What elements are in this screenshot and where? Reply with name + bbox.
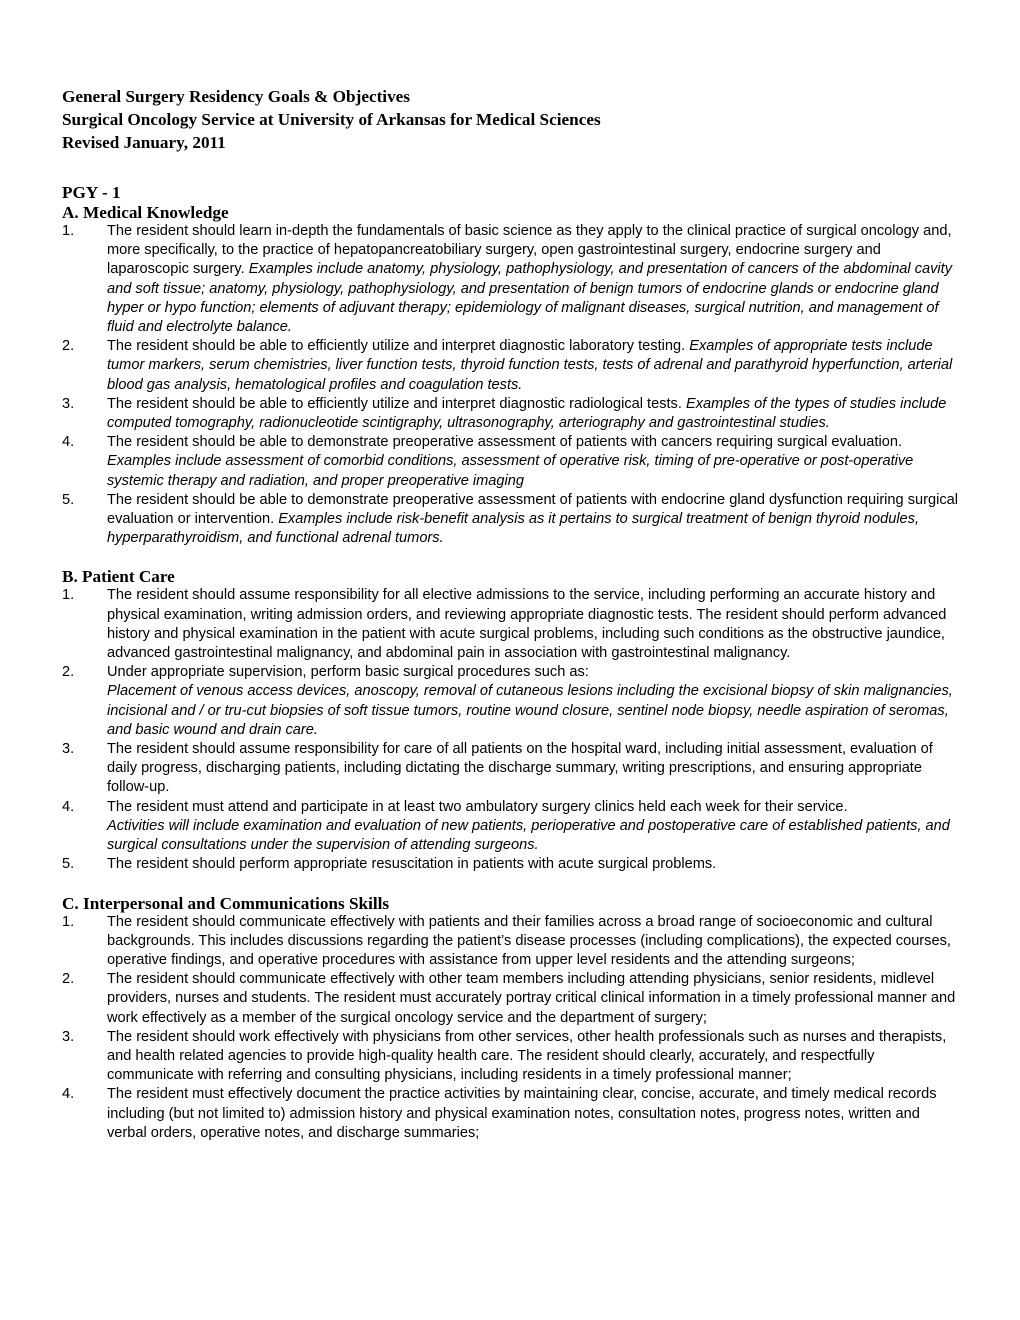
item-number: 4. <box>62 434 75 451</box>
list-item <box>62 1085 962 1143</box>
list-item <box>62 663 962 740</box>
item-text: The resident should perform appropriate resuscitation in patients with acute surgical problems. <box>107 856 717 873</box>
item-number: 5. <box>62 856 75 873</box>
section-heading: C. Interpersonal and Communications Skills <box>62 893 390 913</box>
item-body <box>107 663 962 682</box>
item-body <box>107 1085 962 1143</box>
item-body <box>107 798 962 817</box>
item-number: 2. <box>62 664 75 681</box>
objective-list <box>62 222 962 548</box>
item-text: Under appropriate supervision, perform basic surgical procedures such as: <box>107 664 589 681</box>
item-number: 4. <box>62 798 75 815</box>
list-item <box>62 433 962 491</box>
list-item <box>62 913 962 971</box>
item-text: The resident should assume responsibility for all elective admissions to the service, including performing an accurate history and physical examination, writing admission orders, and reviewing appropriate diagnostic tests. The resident should perform advanced history and physical examination in the patient with acute surgical problems, including such conditions as the obstructive jaundice, advanced gastrointestinal malignancy, and abdominal pain in association with gastrointestinal malignancy. <box>107 587 947 662</box>
item-number: 3. <box>62 1028 75 1045</box>
section-heading: B. Patient Care <box>62 567 175 587</box>
item-examples: Examples include assessment of comorbid conditions, assessment of operative risk, timing of pre-operative or post-operative systemic therapy and radiation, and proper preoperative imaging <box>107 453 914 489</box>
list-item <box>62 740 962 798</box>
section-medical-knowledge <box>62 203 962 548</box>
item-body <box>107 222 962 337</box>
list-item <box>62 970 962 1028</box>
item-text: The resident should be able to demonstrate preoperative assessment of patients with cancers requiring surgical evaluation. <box>107 434 902 451</box>
pgy-level-heading: PGY - 1 <box>62 183 121 202</box>
list-item <box>62 855 962 874</box>
document-title: General Surgery Residency Goals & Objectives <box>62 87 410 106</box>
list-item <box>62 1028 962 1086</box>
section-interpersonal-communication <box>62 894 962 1143</box>
item-number: 5. <box>62 491 75 508</box>
document-header <box>62 85 962 154</box>
item-examples: Examples of the types of studies include computed tomography, radionucleotide scintigraphy, ultrasonography, arteriography and gastrointestinal studies. <box>107 395 947 432</box>
list-item <box>62 337 962 395</box>
item-number: 1. <box>62 913 75 930</box>
item-body <box>107 913 962 971</box>
item-text: The resident should learn in-depth the fundamentals of basic science as they apply to the clinical practice of surgical oncology and, more specifically, to the practice of hepatopancreatobiliary surgery, open gastrointestinal surgery, endocrine surgery and laparoscopic surgery. <box>107 223 952 278</box>
item-text: The resident should be able to efficiently utilize and interpret diagnostic radiological tests. <box>107 395 686 412</box>
item-body <box>107 337 962 395</box>
item-number: 1. <box>62 587 75 604</box>
item-examples: Examples of appropriate tests include tumor markers, serum chemistries, liver function tests, thyroid function tests, tests of adrenal and parathyroid hyperfunction, arterial blood gas analysis, hematological profiles and coagulation tests. <box>107 338 953 393</box>
document-subtitle: Surgical Oncology Service at University of Arkansas for Medical Sciences <box>62 110 601 129</box>
item-text: The resident should be able to demonstrate preoperative assessment of patients with endocrine gland dysfunction requiring surgical evaluation or intervention. <box>107 491 958 528</box>
item-text: The resident should communicate effectively with other team members including attending physicians, senior residents, midlevel providers, nurses and students. The resident must accurately portray critical clinical information in a timely professional manner and work effectively as a member of the surgical oncology service and the department of surgery; <box>107 971 956 1026</box>
item-text: The resident should communicate effectively with patients and their families across a broad range of socioeconomic and cultural backgrounds. This includes discussions regarding the patient’s disease processes (including complications), the expected courses, operative findings, and operative procedures with assistance from upper level residents and the attending surgeons; <box>107 913 951 968</box>
section-heading: A. Medical Knowledge <box>62 203 229 222</box>
document-page <box>62 85 962 1143</box>
item-number: 3. <box>62 741 75 758</box>
item-examples: Placement of venous access devices, anoscopy, removal of cutaneous lesions including the excisional biopsy of skin malignancies, incisional and / or tru-cut biopsies of soft tissue tumors, routine wound closure, sentinel node biopsy, needle aspiration of seromas, and basic wound and drain care. <box>107 683 953 738</box>
item-body <box>107 740 962 798</box>
item-text: The resident should assume responsibility for care of all patients on the hospital ward, including initial assessment, evaluation of daily progress, discharging patients, including dictating the discharge summary, writing prescriptions, and ensuring appropriate follow-up. <box>107 741 933 796</box>
item-text: The resident should be able to efficiently utilize and interpret diagnostic laboratory testing. <box>107 338 690 355</box>
list-item <box>62 798 962 856</box>
item-body <box>107 491 962 549</box>
item-body <box>107 433 962 491</box>
item-text: The resident must attend and participate in at least two ambulatory surgery clinics held each week for their service. <box>107 798 848 815</box>
item-body <box>107 395 962 433</box>
item-examples: Activities will include examination and evaluation of new patients, perioperative and postoperative care of established patients, and surgical consultations under the supervision of attending surgeons. <box>107 817 950 854</box>
item-examples: Examples include risk-benefit analysis as it pertains to surgical treatment of benign thyroid nodules, hyperparathyroidism, and functional adrenal tumors. <box>107 511 920 547</box>
item-text: The resident must effectively document the practice activities by maintaining clear, concise, accurate, and timely medical records including (but not limited to) admission history and physical examination notes, consultation notes, progress notes, written and verbal orders, operative notes, and discharge summaries; <box>107 1086 937 1141</box>
item-body <box>107 1028 962 1086</box>
objective-list <box>62 586 962 874</box>
revision-date: Revised January, 2011 <box>62 133 226 152</box>
objective-list <box>62 913 962 1143</box>
list-item <box>62 491 962 549</box>
item-body <box>107 586 962 663</box>
item-number: 2. <box>62 338 75 355</box>
item-text: The resident should work effectively with physicians from other services, other health professionals such as nurses and therapists, and health related agencies to provide high-quality health care. The resident should clearly, accurately, and respectfully communicate with referring and consulting physicians, including residents in a timely professional manner; <box>107 1028 947 1084</box>
section-patient-care <box>62 567 962 874</box>
item-number: 4. <box>62 1086 75 1103</box>
item-body <box>107 970 962 1028</box>
list-item <box>62 395 962 433</box>
list-item <box>62 222 962 337</box>
item-number: 2. <box>62 971 75 988</box>
item-number: 3. <box>62 395 75 412</box>
item-body <box>107 855 962 874</box>
item-examples: Examples include anatomy, physiology, pathophysiology, and presentation of cancers of the abdominal cavity and soft tissue; anatomy, physiology, pathophysiology, and presentation of benign tumors of endocrine glands or endocrine gland hyper or hypo function; elements of adjuvant therapy; epidemiology of malignant diseases, surgical nutrition, and management of fluid and electrolyte balance. <box>107 261 953 336</box>
item-number: 1. <box>62 223 75 239</box>
list-item <box>62 586 962 663</box>
